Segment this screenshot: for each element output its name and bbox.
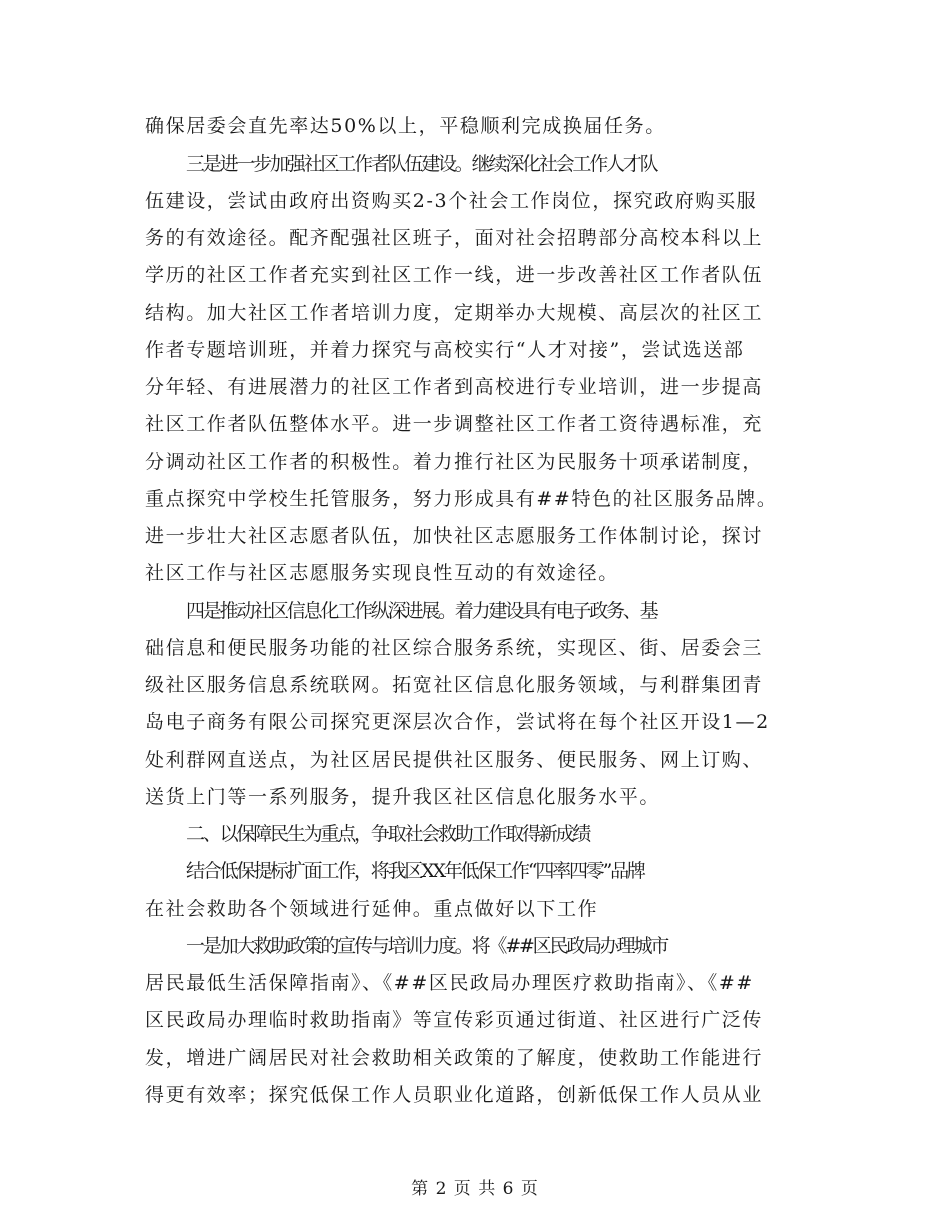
text-line: 区民政局办理临时救助指南》等宣传彩页通过街道、社区进行广泛传 — [145, 1009, 764, 1031]
text-line: 居民最低生活保障指南》、《##区民政局办理医疗救助指南》、《## — [145, 972, 754, 994]
text-line: 送货上门等一系列服务，提升我区社区信息化服务水平。 — [145, 786, 661, 808]
text-line: 作者专题培训班，并着力探究与高校实行“人才对接”，尝试选送部 — [145, 339, 745, 361]
text-line: 伍建设，尝试由政府出资购买2-3个社会工作岗位，探究政府购买服 — [145, 190, 758, 212]
text-line: 发，增进广阔居民对社会救助相关政策的了解度，使救助工作能进行 — [145, 1047, 764, 1069]
page-number-footer: 第 2 页 共 6 页 — [411, 1179, 539, 1199]
text-line: 处利群网直送点，为社区居民提供社区服务、便民服务、网上订购、 — [145, 749, 764, 771]
text-line: 社区工作者队伍整体水平。进一步调整社区工作者工资待遇标准，充 — [145, 413, 764, 435]
text-line: 在社会救助各个领域进行延伸。重点做好以下工作 — [145, 898, 599, 920]
text-line: 岛电子商务有限公司探究更深层次合作，尝试将在每个社区开设1—2 — [145, 711, 770, 733]
text-line: 得更有效率；探究低保工作人员职业化道路，创新低保工作人员从业 — [145, 1084, 764, 1106]
text-line: 分调动社区工作者的积极性。着力推行社区为民服务十项承诺制度， — [145, 451, 764, 473]
text-line: 社区工作与社区志愿服务实现良性互动的有效途径。 — [145, 562, 619, 584]
paragraph-start: 三是进一步加强社区工作者队伍建设。继续深化社会工作人才队 — [186, 153, 657, 175]
text-line: 务的有效途径。配齐配强社区班子，面对社会招聘部分高校本科以上 — [145, 227, 764, 249]
paragraph-start: 一是加大救助政策的宣传与培训力度。将《##区民政局办理城市 — [186, 935, 668, 957]
text-line: 分年轻、有进展潜力的社区工作者到高校进行专业培训，进一步提高 — [145, 376, 764, 398]
text-line: 级社区服务信息系统联网。拓宽社区信息化服务领域，与利群集团青 — [145, 674, 764, 696]
paragraph-start: 四是推动社区信息化工作纵深进展。着力建设具有电子政务、基 — [186, 600, 657, 622]
text-line: 结构。加大社区工作者培训力度，定期举办大规模、高层次的社区工 — [145, 302, 764, 324]
text-line: 学历的社区工作者充实到社区工作一线，进一步改善社区工作者队伍 — [145, 264, 764, 286]
text-line: 进一步壮大社区志愿者队伍，加快社区志愿服务工作体制讨论，探讨 — [145, 525, 764, 547]
section-heading: 二、以保障民生为重点，争取社会救助工作取得新成绩 — [186, 823, 590, 845]
text-line: 重点探究中学校生托管服务，努力形成具有##特色的社区服务品牌。 — [145, 488, 778, 510]
text-line: 确保居委会直先率达50%以上，平稳顺利完成换届任务。 — [145, 115, 666, 137]
paragraph-start: 结合低保提标扩面工作，将我区XX年低保工作“四率四零”品牌 — [186, 860, 644, 882]
text-line: 础信息和便民服务功能的社区综合服务系统，实现区、街、居委会三 — [145, 637, 764, 659]
